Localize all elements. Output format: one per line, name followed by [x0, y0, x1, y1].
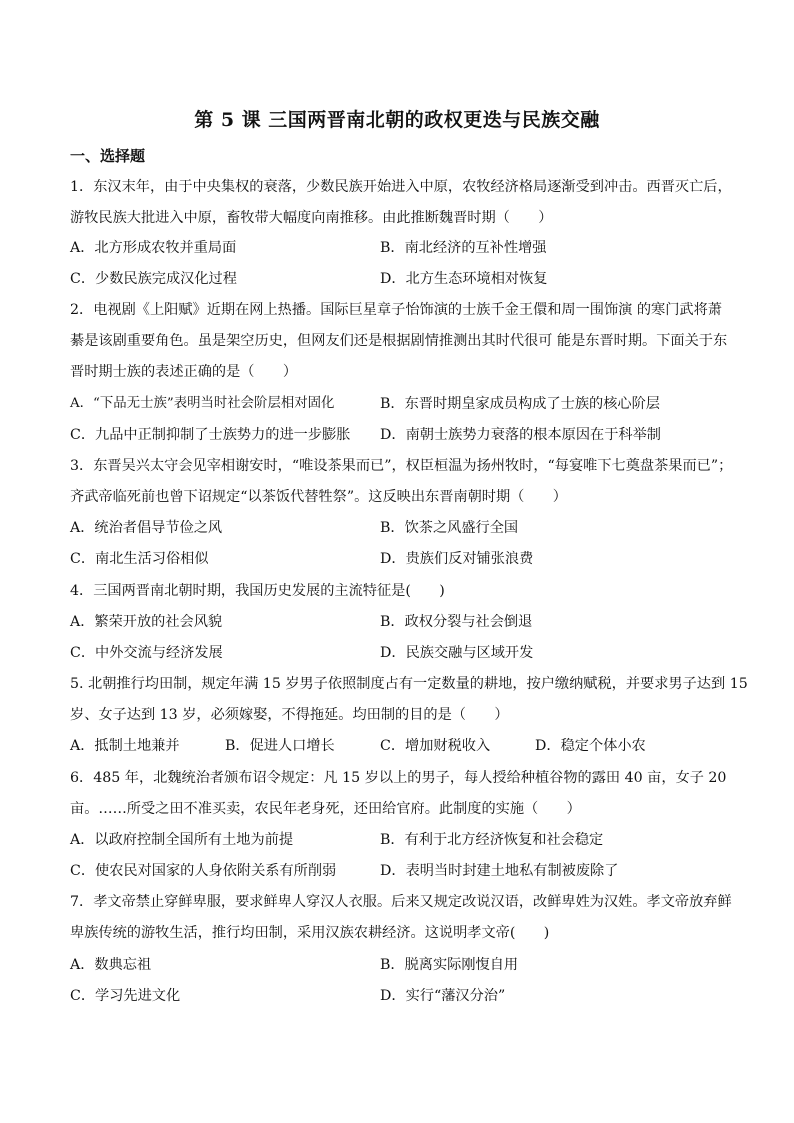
question-3-line-2: 齐武帝临死前也曾下诏规定“以茶饭代替牲祭”。这反映出东晋南朝时期（ ）: [70, 489, 567, 505]
question-6-line-1: 6．485 年，北魏统治者颁布诏令规定：凡 15 岁以上的男子，每人授给种植谷物的露田 40 亩，女子 20: [70, 770, 727, 786]
question-1-line-1: 1．东汉末年，由于中央集权的衰落，少数民族开始进入中原，农牧经济格局逐渐受到冲击。西晋灭亡后，: [70, 179, 732, 195]
question-2-line-3: 晋时期士族的表述正确的是（ ）: [70, 364, 298, 380]
question-6-line-2: 亩。……所受之田不准买卖，农民年老身死，还田给官府。此制度的实施（ ）: [70, 801, 581, 817]
question-1-option-b: B．南北经济的互补性增强: [380, 240, 547, 256]
question-3-option-b: B．饮茶之风盛行全国: [380, 520, 519, 536]
question-3-option-c: C．南北生活习俗相似: [70, 551, 209, 567]
question-3-option-a: A．统治者倡导节俭之风: [70, 520, 223, 536]
question-1-line-2: 游牧民族大批进入中原，畜牧带大幅度向南推移。由此推断魏晋时期（ ）: [70, 210, 553, 226]
question-4-option-d: D．民族交融与区域开发: [380, 645, 534, 661]
question-5-option-b: B．促进人口增长: [225, 738, 335, 754]
question-6-option-a: A．以政府控制全国所有土地为前提: [70, 832, 294, 848]
question-3-line-1: 3．东晋吴兴太守会见宰相谢安时，“唯设茶果而已”，权臣桓温为扬州牧时，“每宴唯下七奠盘茶果而已”；: [70, 458, 733, 474]
question-7-line-2: 卑族传统的游牧生活，推行均田制，采用汉族农耕经济。这说明孝文帝( ): [70, 925, 550, 941]
question-7-option-a: A．数典忘祖: [70, 957, 152, 973]
question-1-option-d: D．北方生态环境相对恢复: [380, 271, 548, 287]
question-6-option-d: D．表明当时封建土地私有制被废除了: [380, 863, 619, 879]
question-3-option-d: D．贵族们反对铺张浪费: [380, 551, 534, 567]
question-7-line-1: 7．孝文帝禁止穿鲜卑服，要求鲜卑人穿汉人衣服。后来又规定改说汉语，改鲜卑姓为汉姓。孝文帝放弃鲜: [70, 894, 732, 910]
question-6-option-b: B．有利于北方经济恢复和社会稳定: [380, 832, 604, 848]
question-5-line-1: 5. 北朝推行均田制，规定年满 15 岁男子依照制度占有一定数量的耕地，按户缴纳赋税，并要求男子达到 15: [70, 676, 748, 692]
question-2-option-b: B．东晋时期皇家成员构成了士族的核心阶层: [380, 396, 660, 412]
question-4-option-b: B．政权分裂与社会倒退: [380, 614, 533, 630]
question-2-option-c: C．九品中正制抑制了士族势力的进一步膨胀: [70, 427, 351, 443]
question-5-option-c: C．增加财税收入: [380, 738, 491, 754]
question-7-option-d: D．实行“藩汉分治”: [380, 988, 506, 1004]
page-title: 第 5 课 三国两晋南北朝的政权更迭与民族交融: [194, 109, 600, 131]
question-4-option-c: C．中外交流与经济发展: [70, 645, 223, 661]
question-5-option-a: A．抵制土地兼并: [70, 738, 180, 754]
question-1-option-c: C．少数民族完成汉化过程: [70, 271, 237, 287]
question-5-option-d: D．稳定个体小农: [535, 738, 646, 754]
question-7-option-c: C．学习先进文化: [70, 988, 181, 1004]
question-4-option-a: A．繁荣开放的社会风貌: [70, 614, 223, 630]
question-2-option-d: D．南朝士族势力衰落的根本原因在于科举制: [380, 427, 661, 443]
question-4-line-1: 4．三国两晋南北朝时期，我国历史发展的主流特征是( ): [70, 583, 445, 599]
question-1-option-a: A．北方形成农牧并重局面: [70, 240, 237, 256]
question-2-line-2: 綦是该剧重要角色。虽是架空历史，但网友们还是根据剧情推测出其时代很可 能是东晋时期。下面关于东: [70, 333, 728, 349]
question-6-option-c: C．使农民对国家的人身依附关系有所削弱: [70, 863, 337, 879]
question-7-option-b: B．脱离实际刚愎自用: [380, 957, 519, 973]
question-5-line-2: 岁、女子达到 13 岁，必须嫁娶，不得拖延。均田制的目的是（ ）: [70, 707, 509, 723]
question-2-option-a: A．“下品无士族”表明当时社会阶层相对固化: [70, 396, 335, 411]
section-heading: 一、选择题: [70, 147, 146, 165]
question-2-line-1: 2．电视剧《上阳赋》近期在网上热播。国际巨星章子怡饰演的士族千金王儇和周一围饰演 的寒门武将萧: [70, 302, 722, 318]
